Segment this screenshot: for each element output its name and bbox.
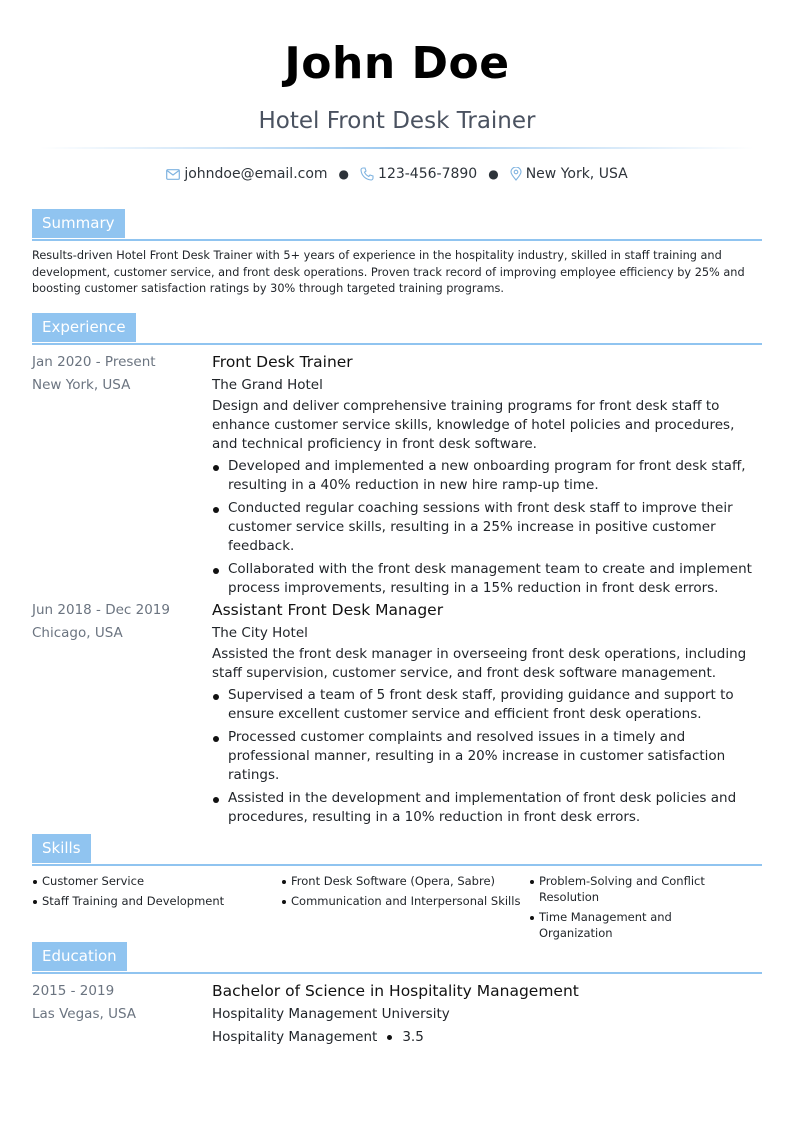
education-section-header	[32, 942, 762, 971]
location-text: New York, USA	[525, 166, 628, 182]
degree-title: Bachelor of Science in Hospitality Management	[212, 982, 579, 1000]
contact-phone[interactable]	[360, 166, 477, 182]
entry-dates: 2015 - 2019	[32, 983, 115, 999]
candidate-name: John Doe	[284, 38, 510, 89]
skill-item: Customer Service	[32, 873, 272, 889]
section-title: Experience	[32, 313, 136, 342]
section-rule	[32, 864, 762, 866]
job-description: Assisted the front desk manager in overseeing front desk operations, including staff supervision, customer service, and front desk software management.	[212, 646, 747, 681]
skill-item: Communication and Interpersonal Skills	[281, 893, 521, 909]
phone-text: 123-456-7890	[378, 166, 478, 182]
candidate-title: Hotel Front Desk Trainer	[258, 108, 536, 134]
entry-details	[212, 599, 762, 831]
entry-dates: Jun 2018 - Dec 2019	[32, 602, 170, 618]
school-name: Hospitality Management University	[212, 1006, 450, 1022]
section-rule	[32, 343, 762, 345]
summary-section-header	[32, 209, 762, 238]
achievement-item: Processed customer complaints and resolved issues in a timely and professional manner, resulting in a 20% increase in customer satisfaction ratings.	[212, 728, 762, 785]
skills-section-header	[32, 834, 762, 863]
job-company: The Grand Hotel	[212, 377, 323, 393]
entry-details	[212, 351, 762, 602]
achievement-list	[212, 457, 762, 598]
job-role: Assistant Front Desk Manager	[212, 601, 444, 619]
achievement-list	[212, 686, 762, 827]
achievement-item: Conducted regular coaching sessions with front desk staff to improve their customer service skills, resulting in a 25% increase in positive customer feedback.	[212, 499, 762, 556]
email-text: johndoe@email.com	[184, 166, 328, 182]
entry-location: New York, USA	[32, 377, 131, 393]
experience-section-header	[32, 313, 762, 342]
skills-column	[281, 873, 521, 913]
section-title: Education	[32, 942, 127, 971]
envelope-icon	[166, 169, 180, 180]
skill-item: Front Desk Software (Opera, Sabre)	[281, 873, 521, 889]
entry-dates: Jan 2020 - Present	[32, 354, 156, 370]
field-of-study: Hospitality Management	[212, 1029, 378, 1045]
contact-separator: ●	[338, 167, 350, 181]
skills-column	[529, 873, 749, 945]
field-gpa-line	[212, 1026, 762, 1049]
skill-item: Staff Training and Development	[32, 893, 272, 909]
contact-location	[510, 166, 628, 182]
job-company: The City Hotel	[212, 625, 308, 641]
section-title: Summary	[32, 209, 125, 238]
separator-dot	[387, 1035, 392, 1040]
entry-location: Chicago, USA	[32, 625, 123, 641]
job-role: Front Desk Trainer	[212, 353, 353, 371]
gpa-value: 3.5	[402, 1029, 424, 1045]
skills-column	[32, 873, 272, 913]
section-title: Skills	[32, 834, 91, 863]
contact-bar	[0, 166, 794, 182]
entry-meta	[32, 351, 202, 397]
map-pin-icon	[510, 167, 522, 181]
entry-details	[212, 980, 762, 1049]
achievement-item: Developed and implemented a new onboarding program for front desk staff, resulting in a 40% reduction in new hire ramp-up time.	[212, 457, 762, 495]
entry-meta	[32, 599, 202, 645]
summary-text: Results-driven Hotel Front Desk Trainer with 5+ years of experience in the hospitality industry, skilled in staff training and development, customer service, and front desk operations. Proven track record of improving employee efficiency by 25% and boosting customer satisfaction ratings by 30% through targeted training programs.	[32, 249, 745, 295]
achievement-item: Assisted in the development and implementation of front desk policies and procedures, resulting in a 10% reduction in front desk errors.	[212, 789, 762, 827]
contact-separator: ●	[488, 167, 499, 181]
entry-meta	[32, 980, 202, 1026]
phone-icon	[360, 167, 374, 181]
entry-location: Las Vegas, USA	[32, 1006, 137, 1022]
skill-item: Problem-Solving and Conflict Resolution	[529, 873, 749, 905]
section-rule	[32, 239, 762, 241]
contact-email[interactable]	[166, 166, 327, 182]
section-rule	[32, 972, 762, 974]
achievement-item: Supervised a team of 5 front desk staff, providing guidance and support to ensure excellent customer service and efficient front desk operations.	[212, 686, 762, 724]
job-description: Design and deliver comprehensive training programs for front desk staff to enhance customer service skills, knowledge of hotel policies and procedures, and technical proficiency in front desk software.	[212, 398, 735, 452]
title-divider	[40, 147, 754, 149]
achievement-item: Collaborated with the front desk management team to create and implement process improvements, resulting in a 15% reduction in front desk errors.	[212, 560, 762, 598]
skill-item: Time Management and Organization	[529, 909, 749, 941]
